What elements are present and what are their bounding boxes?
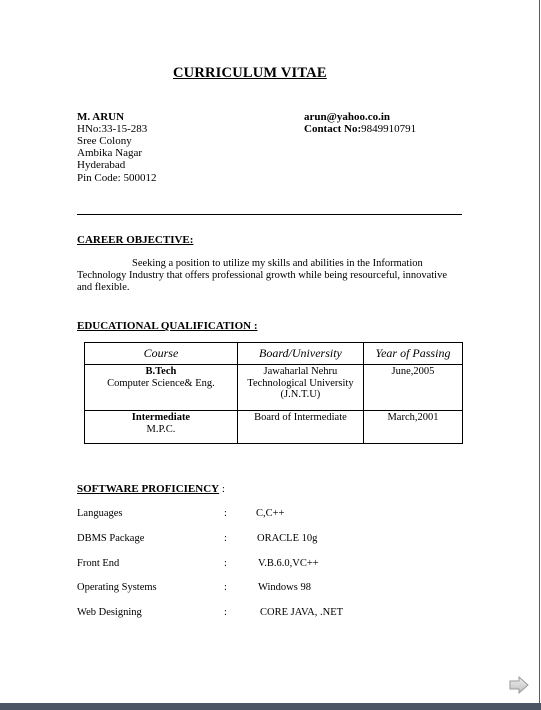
skill-separator: : — [224, 582, 227, 593]
applicant-name: M. ARUN — [77, 111, 125, 123]
skill-label: Languages — [77, 508, 123, 519]
skill-value: V.B.6.0,VC++ — [258, 558, 319, 569]
skill-value: Windows 98 — [258, 582, 311, 593]
board-cell: Board of Intermediate — [237, 411, 363, 444]
page-border-right — [539, 0, 540, 703]
career-objective-heading: CAREER OBJECTIVE: — [77, 234, 194, 246]
course-cell — [85, 411, 238, 444]
career-objective-body: Seeking a position to utilize my skills and abilities in the Information Technology Industry that offers professional growth while being resourceful, innovative and flexible. — [77, 258, 447, 293]
page-border-bottom — [0, 703, 541, 710]
address-line: Sree Colony — [77, 135, 132, 147]
skill-separator: : — [224, 607, 227, 618]
skill-value: C,C++ — [256, 508, 285, 519]
software-heading-line — [77, 483, 225, 495]
email: arun@yahoo.co.in — [304, 111, 391, 123]
address-line: Hyderabad — [77, 159, 126, 171]
skill-separator: : — [224, 533, 227, 544]
skill-value: CORE JAVA, .NET — [260, 607, 344, 618]
skill-separator: : — [224, 558, 227, 569]
skill-label: Front End — [77, 558, 120, 569]
career-objective-text — [77, 258, 462, 294]
column-header: Board/University — [237, 343, 363, 365]
course-detail: M.P.C. — [146, 423, 176, 435]
year-cell: March,2001 — [363, 411, 462, 444]
table-header-row — [85, 343, 463, 365]
software-heading: SOFTWARE PROFICIENCY — [77, 483, 220, 495]
column-header: Year of Passing — [363, 343, 462, 365]
skill-label: Web Designing — [77, 607, 142, 618]
document-title: CURRICULUM VITAE — [173, 65, 327, 81]
education-heading: EDUCATIONAL QUALIFICATION : — [77, 320, 258, 332]
education-table — [84, 342, 463, 444]
software-heading-suffix: : — [219, 483, 225, 495]
address-line: Ambika Nagar — [77, 147, 143, 159]
board-cell: Jawaharlal Nehru Technological University (J.N.T.U) — [237, 365, 363, 411]
course-name: B.Tech — [145, 366, 177, 377]
skill-label: DBMS Package — [77, 533, 145, 544]
year-cell: June,2005 — [363, 365, 462, 411]
phone-line — [304, 123, 416, 135]
table-row — [85, 365, 463, 411]
next-page-arrow-icon[interactable] — [509, 676, 529, 699]
skill-value: ORACLE 10g — [257, 533, 318, 544]
course-name: Intermediate — [131, 412, 191, 423]
address-line: Pin Code: 500012 — [77, 172, 157, 184]
course-cell — [85, 365, 238, 411]
table-row — [85, 411, 463, 444]
phone-number: 9849910791 — [361, 123, 417, 135]
skill-separator: : — [224, 508, 227, 519]
phone-label: Contact No: — [304, 123, 362, 135]
column-header: Course — [85, 343, 238, 365]
divider — [77, 214, 462, 215]
course-detail: Computer Science& Eng. — [107, 377, 215, 389]
address-line: HNo:33-15-283 — [77, 123, 148, 135]
skill-label: Operating Systems — [77, 582, 157, 593]
